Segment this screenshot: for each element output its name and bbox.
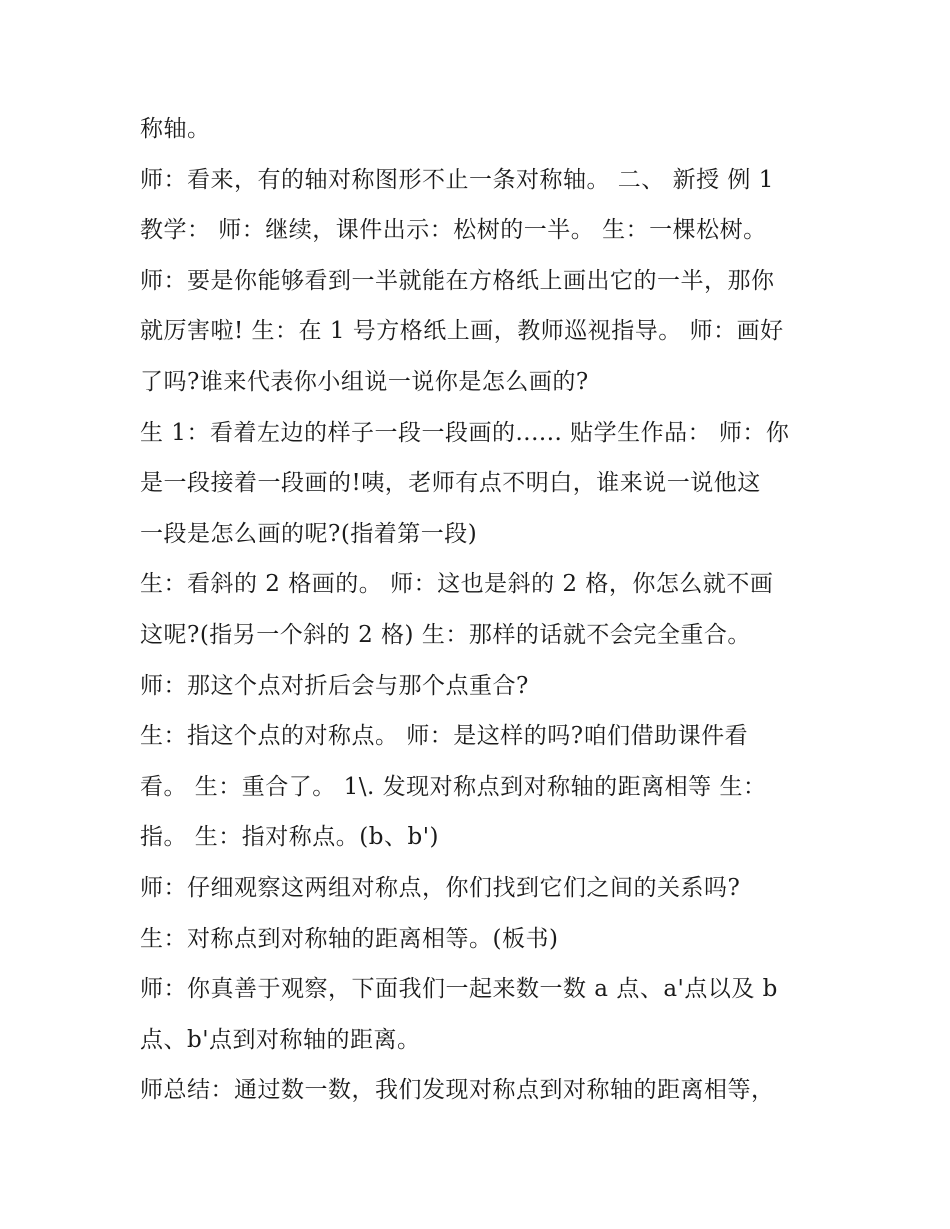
document-body bbox=[140, 108, 830, 1120]
text-line: 师总结：通过数一数，我们发现对称点到对称轴的距离相等， bbox=[140, 1077, 775, 1104]
text-line: 生：对称点到对称轴的距离相等。(板书) bbox=[140, 925, 559, 952]
text-line: 生：指这个点的对称点。 师：是这样的吗?咱们借助课件看 bbox=[140, 723, 749, 750]
text-line: 师：仔细观察这两组对称点，你们找到它们之间的关系吗? bbox=[140, 874, 741, 901]
text-line: 点、b'点到对称轴的距离。 bbox=[140, 1026, 421, 1053]
text-line: 师：那这个点对折后会与那个点重合? bbox=[140, 672, 529, 699]
text-line: 师：你真善于观察，下面我们一起来数一数 a 点、a'点以及 b bbox=[140, 976, 778, 1003]
text-line: 这呢?(指另一个斜的 2 格) 生：那样的话就不会完全重合。 bbox=[140, 621, 751, 648]
text-line: 指。 生：指对称点。(b、b') bbox=[140, 824, 440, 851]
text-line: 师：要是你能够看到一半就能在方格纸上画出它的一半，那你 bbox=[140, 267, 775, 294]
text-line: 生 1：看着左边的样子一段一段画的...... 贴学生作品： 师：你 bbox=[140, 419, 790, 446]
text-line: 看。 生：重合了。 1\. 发现对称点到对称轴的距离相等 生： bbox=[140, 773, 767, 800]
text-line: 就厉害啦! 生：在 1 号方格纸上画，教师巡视指导。 师：画好 bbox=[140, 318, 784, 345]
text-line: 是一段接着一段画的!咦，老师有点不明白，谁来说一说他这 bbox=[140, 470, 761, 497]
text-line: 了吗?谁来代表你小组说一说你是怎么画的? bbox=[140, 368, 589, 395]
text-line: 称轴。 bbox=[140, 116, 211, 142]
text-line: 生：看斜的 2 格画的。 师：这也是斜的 2 格，你怎么就不画 bbox=[140, 571, 774, 598]
text-line: 教学： 师：继续，课件出示：松树的一半。 生：一棵松树。 bbox=[140, 217, 767, 244]
text-line: 一段是怎么画的呢?(指着第一段) bbox=[140, 520, 478, 547]
text-line: 师：看来，有的轴对称图形不止一条对称轴。 二、 新授 例 1 bbox=[140, 166, 774, 193]
